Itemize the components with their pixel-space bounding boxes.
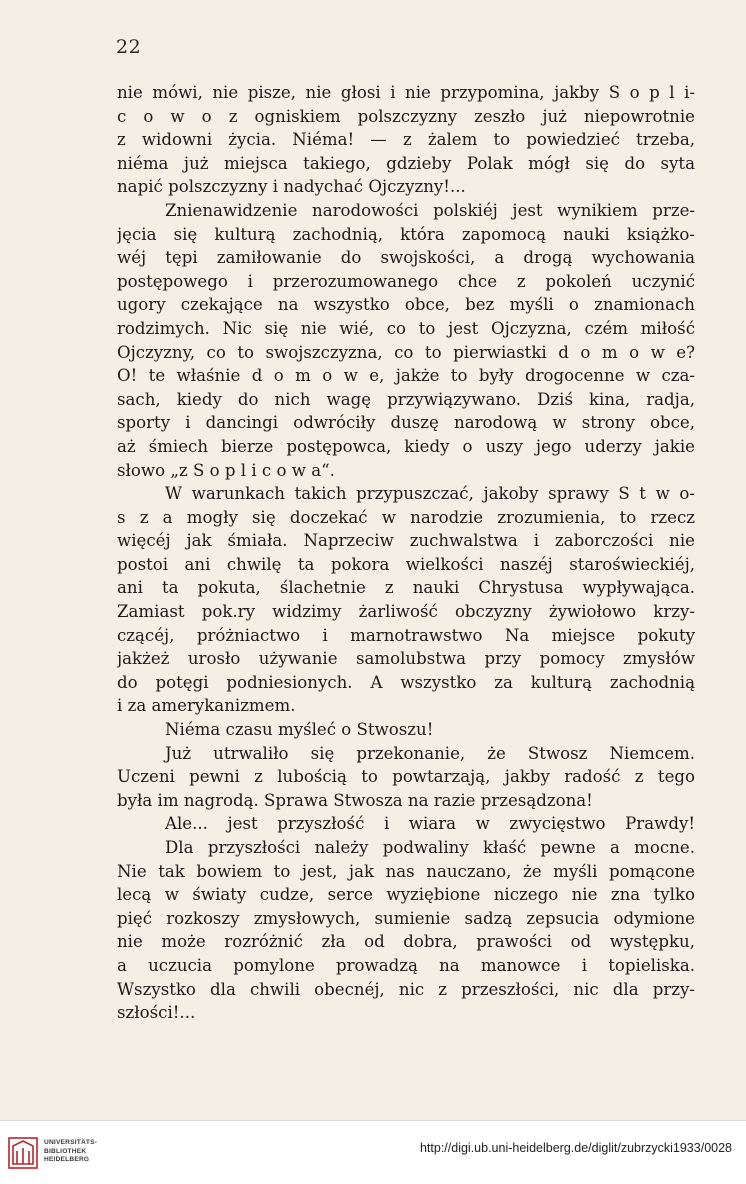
text-line: Ojczyzny, co to swojszczyzna, co to pierwiastki d o m o w e? bbox=[117, 342, 695, 362]
text-line: W warunkach takich przypuszczać, jakoby sprawy S t w o- bbox=[165, 484, 695, 504]
logo-line: HEIDELBERG bbox=[44, 1156, 90, 1164]
text-line: lecą w światy cudze, serce wyziębione niczego nie zna tylko bbox=[117, 885, 695, 905]
text-line: c o w o z ogniskiem polszczyzny zeszło już niepowrotnie bbox=[117, 106, 695, 126]
text-line: słowo „z S o p l i c o w a“. bbox=[117, 460, 335, 480]
text-line: jęcia się kulturą zachodnią, która zapomocą nauki książko- bbox=[117, 224, 695, 244]
text-line: Nie tak bowiem to jest, jak nas nauczano, że myśli pomącone bbox=[117, 861, 695, 881]
library-logo[interactable] bbox=[8, 1137, 128, 1169]
logo-line: BIBLIOTHEK bbox=[44, 1147, 87, 1155]
text-line: ugory czekające na wszystko obce, bez myśli o znamionach bbox=[117, 295, 695, 315]
text-line: Wszystko dla chwili obecnéj, nic z przeszłości, nic dla przy- bbox=[117, 979, 695, 999]
text-line: aż śmiech bierze postępowca, kiedy o uszy jego uderzy jakie bbox=[117, 436, 695, 456]
text-line: a uczucia pomylone prowadzą na manowce i topieliska. bbox=[117, 955, 695, 975]
library-footer bbox=[0, 1120, 746, 1184]
logo-line: UNIVERSITÄTS- bbox=[44, 1139, 98, 1146]
text-line: Uczeni pewni z lubością to powtarzają, jakby radość z tego bbox=[117, 767, 695, 787]
text-line: pięć rozkoszy zmysłowych, sumienie sadzą zepsucia odymione bbox=[117, 908, 695, 928]
text-line: O! te właśnie d o m o w e, jakże to były drogocenne w cza- bbox=[117, 366, 695, 386]
body-text bbox=[117, 81, 695, 1025]
text-line: postoi ani chwilę ta pokora wielkości naszéj staroświeckiéj, bbox=[117, 554, 695, 574]
text-line: niéma już miejsca takiego, gdzieby Polak mógł się do syta bbox=[117, 153, 695, 173]
text-line: czącéj, próżniactwo i marnotrawstwo Na miejsce pokuty bbox=[117, 625, 695, 645]
text-line: rodzimych. Nic się nie wié, co to jest Ojczyzna, czém miłość bbox=[117, 318, 695, 338]
text-line: wéj tępi zamiłowanie do swojskości, a drogą wychowania bbox=[117, 248, 695, 268]
text-line: do potęgi podniesionych. A wszystko za kulturą zachodnią bbox=[117, 672, 695, 692]
text-line: więcéj jak śmiała. Naprzeciw zuchwalstwa i zaborczości nie bbox=[117, 531, 695, 551]
source-url-link[interactable]: http://digi.ub.uni-heidelberg.de/diglit/zubrzycki1933/0028 bbox=[419, 1141, 732, 1155]
text-line: Ale... jest przyszłość i wiara w zwycięstwo Prawdy! bbox=[165, 814, 695, 834]
text-line: była im nagrodą. Sprawa Stwosza na razie przesądzona! bbox=[117, 790, 593, 810]
library-logo-text bbox=[44, 1139, 97, 1165]
library-logo-icon bbox=[8, 1137, 38, 1169]
text-line: sach, kiedy do nich wagę przywiązywano. Dziś kina, radja, bbox=[117, 389, 695, 409]
text-line: postępowego i przerozumowanego chce z pokoleń uczynić bbox=[117, 271, 695, 291]
text-line: Już utrwaliło się przekonanie, że Stwosz Niemcem. bbox=[165, 743, 695, 763]
text-line: nie może rozróżnić zła od dobra, prawości od występku, bbox=[117, 932, 695, 952]
text-line: jakżeż urosło używanie samolubstwa przy pomocy zmysłów bbox=[117, 649, 695, 669]
text-line: nie mówi, nie pisze, nie głosi i nie przypomina, jakby S o p l i- bbox=[117, 83, 695, 102]
text-line: sporty i dancingi odwróciły duszę narodową w strony obce, bbox=[117, 413, 695, 433]
text-line: napić polszczyzny i nadychać Ojczyzny!... bbox=[117, 177, 466, 197]
text-line: ani ta pokuta, ślachetnie z nauki Chrystusa wypływająca. bbox=[117, 578, 695, 598]
text-line: Dla przyszłości należy podwaliny kłaść pewne a mocne. bbox=[165, 838, 695, 857]
text-line: Zamiast pok.ry widzimy żarliwość obczyzny żywiołowo krzy- bbox=[117, 602, 695, 622]
text-line: z widowni życia. Niéma! — z żalem to powiedzieć trzeba, bbox=[117, 130, 695, 150]
page-number: 22 bbox=[116, 36, 142, 58]
text-line: s z a mogły się doczekać w narodzie zrozumienia, to rzecz bbox=[117, 507, 695, 527]
text-line: Znienawidzenie narodowości polskiéj jest wynikiem prze- bbox=[165, 200, 695, 220]
text-line: Niéma czasu myśleć o Stwoszu! bbox=[165, 720, 434, 740]
text-line: szłości!... bbox=[117, 1003, 196, 1023]
text-line: i za amerykanizmem. bbox=[117, 696, 296, 716]
